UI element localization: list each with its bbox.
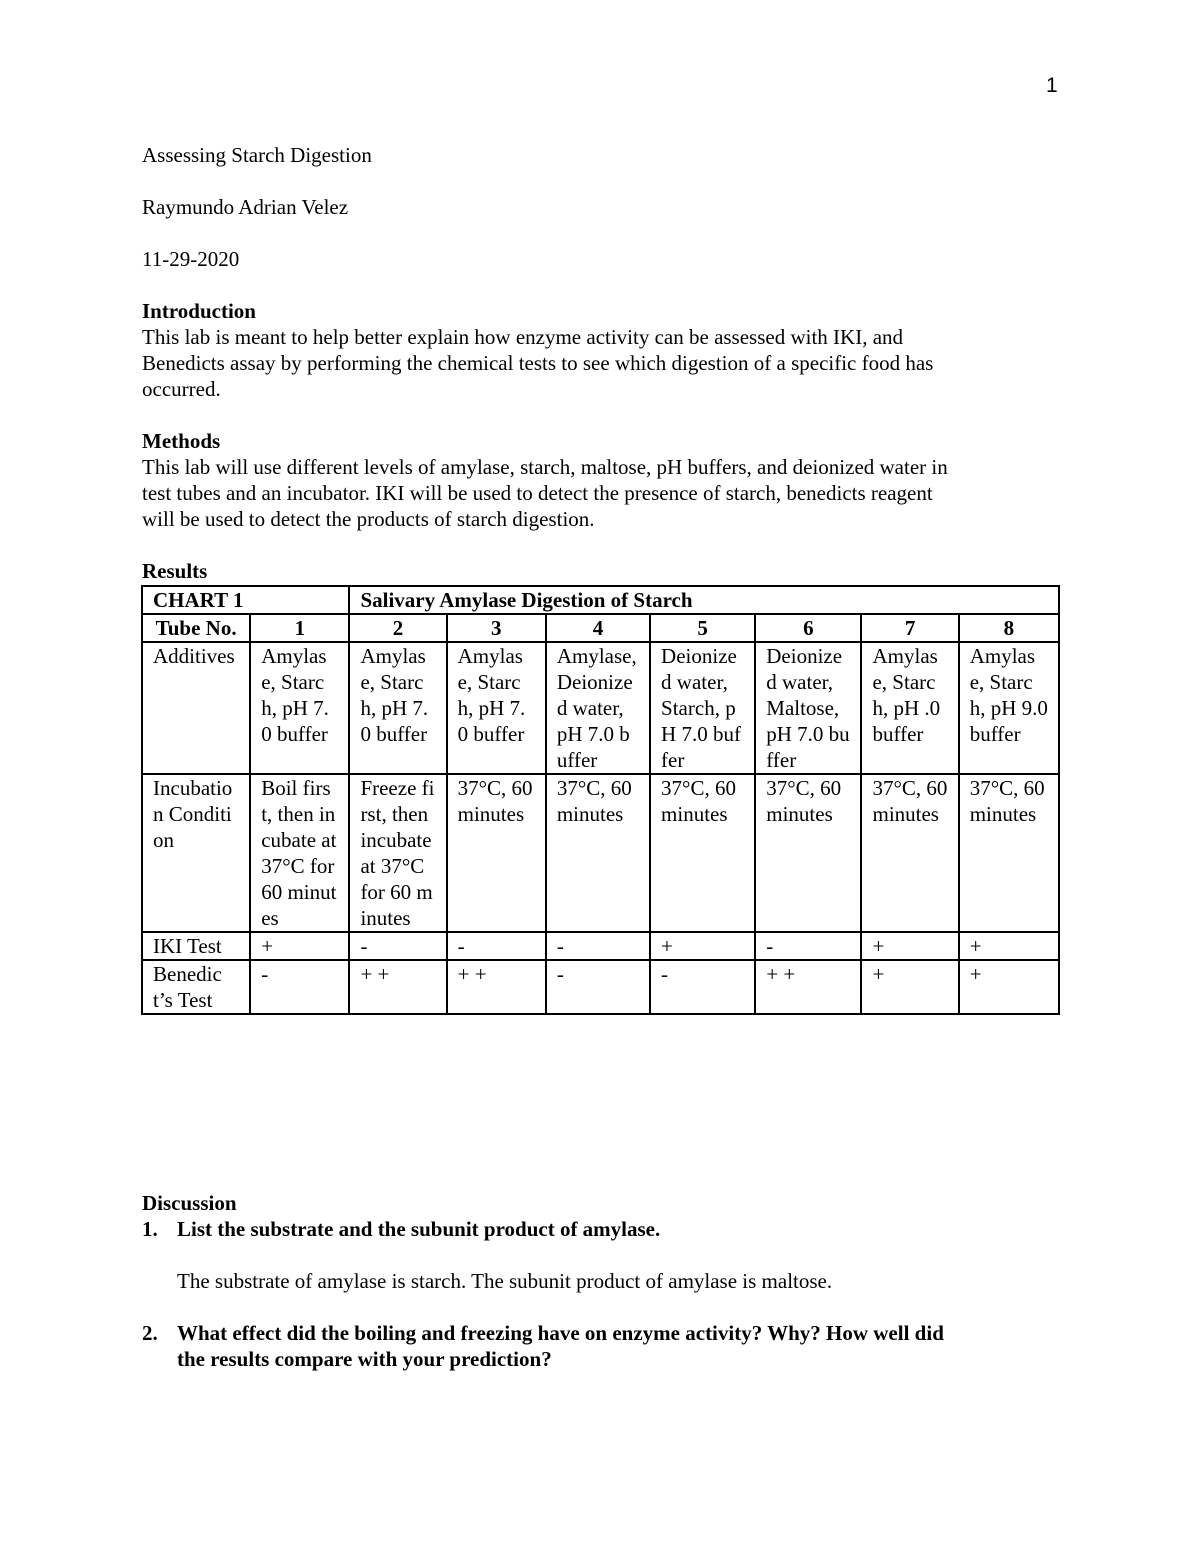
introduction-line: This lab is meant to help better explain how enzyme activity can be assessed with IKI, and [142, 325, 904, 349]
methods-line: This lab will use different levels of amylase, starch, maltose, pH buffers, and deionized water in [142, 455, 948, 479]
table-cell: + [861, 960, 958, 1014]
table-cell: Amylase, Starch, pH 7.0 buffer [349, 642, 446, 774]
table-cell: + + [447, 960, 546, 1014]
page-number: 1 [1046, 74, 1058, 97]
table-cell: - [546, 932, 650, 960]
table-cell: Deionized water, Starch, pH 7.0 buffer [650, 642, 755, 774]
table-cell: Amylase, Deionized water, pH 7.0 buffer [546, 642, 650, 774]
question-number: 2. [142, 1321, 158, 1345]
results-table [141, 585, 1060, 1015]
table-cell: Boil first, then incubate at 37°C for 60 minutes [250, 774, 349, 932]
results-heading: Results [142, 559, 208, 583]
discussion-heading: Discussion [142, 1191, 237, 1215]
answer-1: The substrate of amylase is starch. The subunit product of amylase is maltose. [177, 1269, 833, 1293]
row-label-benedicts-test: Benedict’s Test [142, 960, 250, 1014]
author-name: Raymundo Adrian Velez [142, 195, 349, 219]
table-cell: Amylase, Starch, pH 7.0 buffer [250, 642, 349, 774]
table-cell: - [447, 932, 546, 960]
question-2 [142, 1320, 1060, 1372]
question-text-line: What effect did the boiling and freezing have on enzyme activity? Why? How well did [177, 1321, 944, 1345]
table-cell: + [959, 960, 1059, 1014]
question-text-line: the results compare with your prediction? [177, 1347, 552, 1371]
introduction-line: Benedicts assay by performing the chemical tests to see which digestion of a specific food has [142, 351, 934, 375]
table-cell: Deionized water, Maltose, pH 7.0 buffer [755, 642, 861, 774]
row-label-incubation: Incubation Condition [142, 774, 250, 932]
table-cell: Freeze first, then incubate at 37°C for 60 minutes [349, 774, 446, 932]
table-cell: - [546, 960, 650, 1014]
tube-number: 1 [250, 614, 349, 642]
table-cell: - [650, 960, 755, 1014]
question-text: List the substrate and the subunit product of amylase. [177, 1217, 661, 1241]
table-cell: Amylase, Starch, pH .0 buffer [861, 642, 958, 774]
chart-label: CHART 1 [142, 586, 349, 614]
table-cell: 37°C, 60 minutes [447, 774, 546, 932]
table-cell: + [250, 932, 349, 960]
table-cell: - [755, 932, 861, 960]
discussion-section [142, 1190, 1060, 1372]
table-title-row [142, 586, 1059, 614]
table-cell: + + [755, 960, 861, 1014]
chart-title: Salivary Amylase Digestion of Starch [349, 586, 1059, 614]
tube-number: 7 [861, 614, 958, 642]
document-title: Assessing Starch Digestion [142, 143, 372, 167]
table-cell: + [650, 932, 755, 960]
methods-heading: Methods [142, 429, 221, 453]
table-cell: 37°C, 60 minutes [755, 774, 861, 932]
table-cell: + [861, 932, 958, 960]
table-cell: + + [349, 960, 446, 1014]
table-cell: 37°C, 60 minutes [959, 774, 1059, 932]
table-row [142, 960, 1059, 1014]
tube-number: 2 [349, 614, 446, 642]
introduction-heading: Introduction [142, 299, 256, 323]
question-number: 1. [142, 1217, 158, 1241]
row-label-additives: Additives [142, 642, 250, 774]
methods-line: test tubes and an incubator. IKI will be used to detect the presence of starch, benedicts reagent [142, 481, 933, 505]
methods-section [142, 428, 1060, 532]
tube-number: 4 [546, 614, 650, 642]
question-text [177, 1320, 944, 1372]
tube-number: 5 [650, 614, 755, 642]
row-label-iki-test: IKI Test [142, 932, 250, 960]
table-cell: Amylase, Starch, pH 7.0 buffer [447, 642, 546, 774]
table-cell: 37°C, 60 minutes [546, 774, 650, 932]
table-cell: 37°C, 60 minutes [861, 774, 958, 932]
tube-number: 8 [959, 614, 1059, 642]
table-cell: - [349, 932, 446, 960]
methods-line: will be used to detect the products of starch digestion. [142, 507, 595, 531]
tube-label: Tube No. [142, 614, 250, 642]
table-cell: - [250, 960, 349, 1014]
table-cell: Amylase, Starch, pH 9.0 buffer [959, 642, 1059, 774]
table-row [142, 932, 1059, 960]
table-row [142, 774, 1059, 932]
document-date: 11-29-2020 [142, 247, 240, 271]
table-header-row [142, 614, 1059, 642]
question-1 [142, 1216, 1060, 1242]
document-body [142, 140, 1060, 584]
tube-number: 6 [755, 614, 861, 642]
table-row [142, 642, 1059, 774]
introduction-line: occurred. [142, 377, 221, 401]
tube-number: 3 [447, 614, 546, 642]
table-cell: 37°C, 60 minutes [650, 774, 755, 932]
table-cell: + [959, 932, 1059, 960]
introduction-section [142, 298, 1060, 402]
